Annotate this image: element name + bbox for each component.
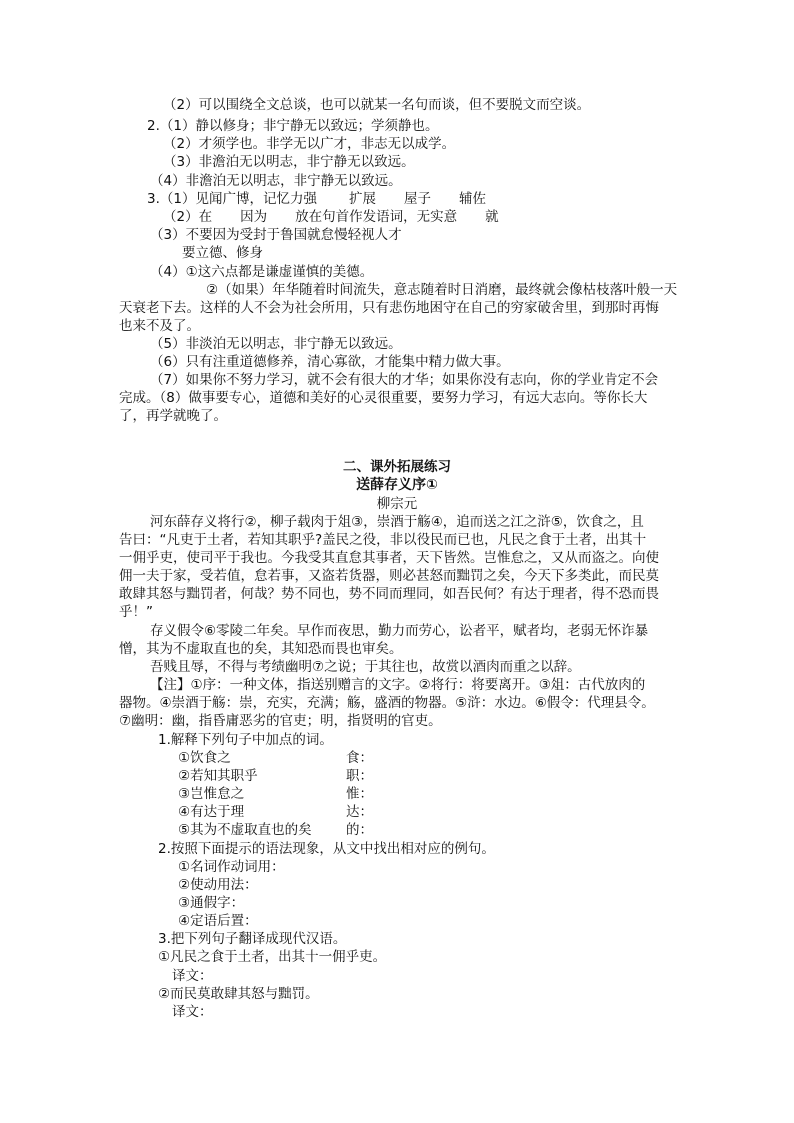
answer-line: 2.（1）静以修身；非宁静无以致远；学须静也。 [147,118,439,134]
answer-segment: 屋子 [403,191,431,207]
answer-line [163,208,499,226]
answer-line: 了，再学就晚了。 [119,408,227,424]
note-line: ⑦幽明：幽，指昏庸恶劣的官吏；明，指贤明的官吏。 [119,713,442,729]
question-item: ①名词作动词用： [178,859,285,875]
answer-line: 要立德、修身 [182,245,263,261]
passage-line: 憎，其为不虚取直也的矣，其知恐而畏也审矣。 [119,641,403,657]
passage-line: 佣一夫于家，受若值，怠若事，又盗若货器，则必甚怒而黜罚之矣，今天下多类此，而民莫 [119,568,659,584]
question-item: ④定语后置： [178,913,258,929]
passage-line: 告曰：“凡吏于土者，若知其职乎?盖民之役，非以役民而已也，凡民之食于土者，出其十 [119,532,647,548]
answer-line: 完成。（8）做事要专心，道德和美好的心灵很重要，要努力学习，有远大志向。等你长大 [119,390,648,406]
question-item: ③岂惟怠之 [178,786,245,802]
passage-line: 河东薛存义将行②，柳子载肉于俎③，崇酒于觞④，追而送之江之浒⑤，饮食之，且 [150,514,644,530]
question-item: ③通假字： [178,895,245,911]
note-line: 【注】①序：一种文体，指送别赠言的文字。②将行：将要离开。③俎：古代放肉的 [150,677,646,693]
answer-segment: 放在句首作发语词，无实意 [295,209,458,225]
question-item: ④有达于理 [178,804,245,820]
answer-line [147,190,486,208]
answer-blank-label: 食： [346,750,373,766]
passage-line: 吾贱且辱，不得与考绩幽明⑦之说；于其往也，故赏以酒肉而重之以辞。 [150,659,581,675]
answer-blank-label: 职： [346,768,373,784]
passage-line: 一佣乎吏，使司平于我也。今我受其直怠其事者，天下皆然。岂惟怠之，又从而盗之。向使 [119,550,659,566]
answer-segment: 就 [485,209,499,225]
answer-blank-label: 惟： [346,786,373,802]
answer-line: （4）非澹泊无以明志，非宁静无以致远。 [150,173,402,189]
translation-label: 译文： [172,968,213,984]
answer-line: 天衰老下去。这样的人不会为社会所用，只有悲伤地困守在自己的穷家破舍里，到那时再悔 [119,300,659,316]
passage-line: 存义假令⑥零陵二年矣。早作而夜思，勤力而劳心，讼者平，赋者均，老弱无怀诈暴 [150,623,649,639]
answer-line: （3）不要因为受封于鲁国就怠慢轻视人才 [150,227,402,243]
question-item: ②使动用法： [178,877,258,893]
question-item: ⑤其为不虚取直也的矣 [178,822,312,838]
question-item: ①凡民之食于土者，出其十一佣乎吏。 [158,949,387,965]
question-title: 2.按照下面提示的语法现象，从文中找出相对应的例句。 [158,841,495,857]
note-line: 器物。④崇酒于觞：崇，充实，充满；觞，盛酒的物器。⑤浒：水边。⑥假令：代理县令。 [119,695,655,711]
answer-segment: 3.（1）见闻广博，记忆力强 [147,191,317,207]
answer-line: （6）只有注重道德修养，清心寡欲，才能集中精力做大事。 [150,354,510,370]
question-title: 1.解释下列句子中加点的词。 [158,732,333,748]
answer-line: （5）非淡泊无以明志，非宁静无以致远。 [150,336,402,352]
answer-segment: 辅佐 [458,191,486,207]
passage-line: 乎！” [119,604,153,620]
question-title: 3.把下列句子翻译成现代汉语。 [158,931,347,947]
question-item: ①饮食之 [178,750,231,766]
answer-blank-label: 的： [346,822,373,838]
answer-segment: 因为 [240,209,268,225]
answer-line: 也来不及了。 [119,318,200,334]
answer-blank-label: 达： [346,804,373,820]
question-item: ②而民莫敢肆其怒与黜罚。 [158,986,319,1002]
answer-line: （2）可以围绕全文总谈，也可以就某一名句而谈，但不要脱文而空谈。 [163,97,591,113]
section-heading: 二、课外拓展练习 [343,459,451,475]
passage-line: 敢肆其怒与黜罚者，何哉？势不同也，势不同而理同，如吾民何？有达于理者，得不恐而畏 [119,586,659,602]
answer-line: （2）才须学也。非学无以广才，非志无以成学。 [163,136,456,152]
answer-segment: （2）在 [163,209,213,225]
answer-line: （7）如果你不努力学习，就不会有很大的才华；如果你没有志向，你的学业肯定不会 [150,372,659,388]
passage-title: 送薛存义序① [356,477,438,493]
answer-line: （3）非澹泊无以明志，非宁静无以致远。 [163,154,415,170]
answer-line: ②（如果）年华随着时间流失，意志随着时日消磨，最终就会像枯枝落叶般一天 [206,282,678,298]
answer-segment: 扩展 [348,191,376,207]
translation-label: 译文： [172,1004,213,1020]
question-item: ②若知其职乎 [178,768,258,784]
answer-line: （4）①这六点都是谦虚谨慎的美德。 [150,264,374,280]
passage-author: 柳宗元 [376,496,418,512]
